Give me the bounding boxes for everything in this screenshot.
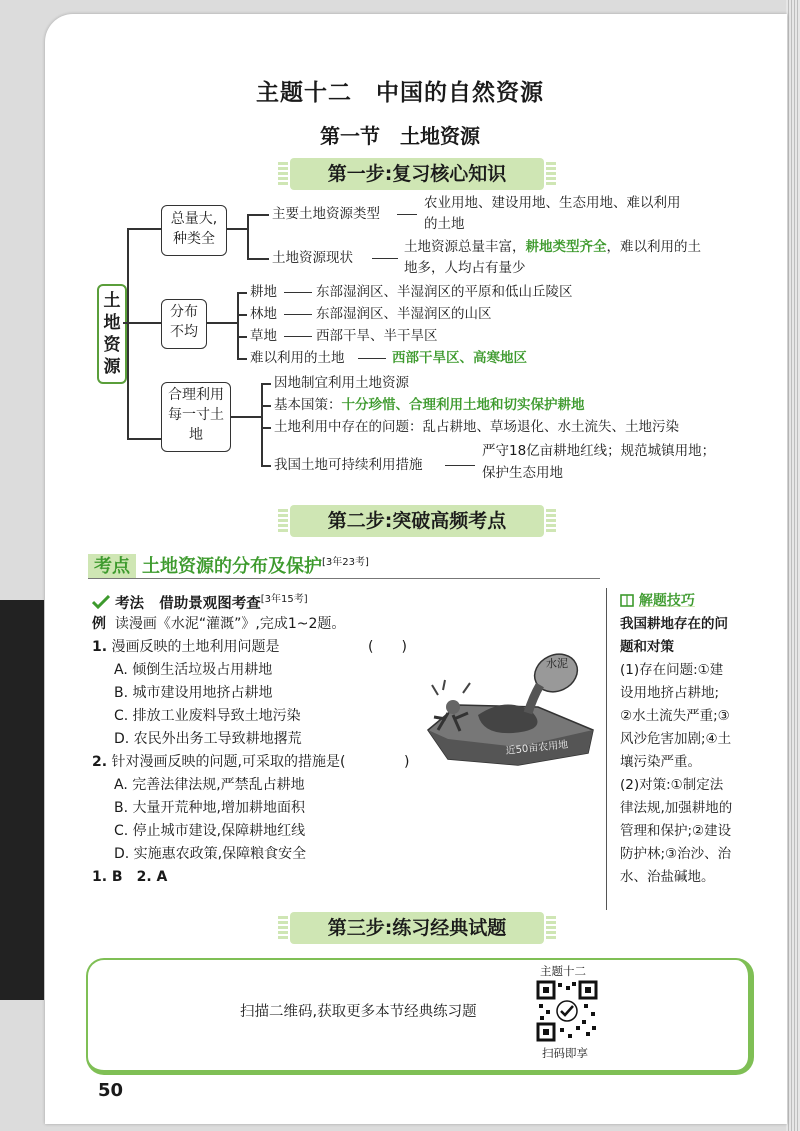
mindmap-root	[97, 284, 127, 384]
theme-title: 主题十二 中国的自然资源	[256, 80, 544, 106]
root-label: 土地资源	[103, 291, 121, 377]
kaodian-title: 土地资源的分布及保护	[142, 556, 322, 577]
q2-option-b: B. 大量开荒种地,增加耕地面积	[114, 800, 305, 816]
kaodian-badge: 考点	[88, 554, 136, 579]
qr-code[interactable]	[536, 980, 598, 1042]
q2-option-c: C. 停止城市建设,保障耕地红线	[114, 823, 306, 839]
answer-line: 1. B 2. A	[92, 869, 168, 885]
b3-item2-detail: 十分珍惜、合理利用土地和切实保护耕地	[341, 397, 585, 413]
b2-item4-label: 难以利用的土地	[250, 350, 345, 366]
conn-b3	[127, 438, 161, 440]
b2-item4-dash	[358, 358, 386, 359]
example-intro	[92, 613, 345, 636]
example-intro-text: 读漫画《水泥“灌溉”》,完成1~2题。	[114, 616, 346, 632]
tips-line-9: 律法规,加强耕地的	[620, 800, 733, 816]
cartoon-land-label: 近50亩农用地	[505, 739, 569, 757]
b2-c1	[237, 292, 247, 294]
tips-line-6: 风沙危害加剧;④土	[620, 731, 732, 747]
binding-shadow	[0, 600, 44, 1000]
kaofa-tag: [3年15考]	[260, 594, 308, 605]
tips-line-7: 壤污染严重。	[620, 754, 701, 770]
conn-b1	[127, 228, 161, 230]
q2-num: 2.	[92, 754, 108, 770]
b1-item1-detail1: 农业用地、建设用地、生态用地、难以利用	[424, 195, 681, 211]
page-edge-stripe	[786, 0, 800, 1131]
b3-c1	[261, 383, 271, 385]
step1-banner: 第一步:复习核心知识	[290, 158, 544, 190]
section-title: 第一节 土地资源	[320, 124, 480, 148]
tips-line-4: 设用地挤占耕地;	[620, 685, 720, 701]
check-icon	[92, 595, 110, 609]
b1-vline	[247, 214, 249, 259]
b2-c2	[237, 314, 247, 316]
q2-option-a: A. 完善法律法规,严禁乱占耕地	[114, 777, 305, 793]
tips-line-11: 防护林;③治沙、治	[620, 846, 732, 862]
b1-item2-d1c: ，难以利用的土	[606, 239, 701, 255]
tips-divider	[606, 588, 607, 910]
tips-panel	[612, 590, 792, 889]
b1-item2-d1b: 耕地类型齐全	[525, 239, 607, 255]
b2-item2-label: 林地	[250, 306, 277, 322]
b2-c3	[237, 336, 247, 338]
tips-title: 解题技巧	[638, 593, 695, 609]
cement-irrigation-cartoon	[418, 635, 608, 770]
q1-option-a: A. 倾倒生活垃圾占用耕地	[114, 662, 273, 678]
b2-item1-dash	[284, 292, 312, 293]
b2-item2-detail: 东部湿润区、半湿润区的山区	[316, 306, 492, 322]
q2-stem	[92, 751, 345, 774]
branch3-box	[161, 382, 231, 452]
q1-text: 漫画反映的土地利用问题是	[111, 639, 280, 655]
qr-text: 扫描二维码,获取更多本节经典练习题	[240, 1004, 477, 1020]
tips-line-3: (1)存在问题:①建	[620, 662, 724, 678]
qr-bottom-label: 扫码即享	[542, 1046, 588, 1060]
b1-item2-dash	[372, 258, 398, 259]
b3-c3	[261, 427, 271, 429]
b2-item2-dash	[284, 314, 312, 315]
b2-c4	[237, 358, 247, 360]
conn-b2	[127, 322, 161, 324]
b3-item2-label: 基本国策：	[274, 397, 342, 413]
b1-item1-dash	[397, 214, 417, 215]
kaofa-heading	[92, 590, 308, 613]
b3-vline	[261, 383, 263, 466]
tips-line-5: ②水土流失严重;③	[620, 708, 730, 724]
q1-option-c: C. 排放工业废料导致土地污染	[114, 708, 301, 724]
b3-item4-detail2: 保护生态用地	[482, 465, 563, 481]
conn-root	[123, 322, 129, 324]
tips-heading	[620, 590, 792, 613]
branch3-label: 合理利用每一寸土地	[168, 387, 224, 443]
b2-item3-detail: 西部干旱、半干旱区	[316, 328, 438, 344]
b2-stem	[207, 322, 237, 324]
kaodian-tag: [3年23考]	[322, 557, 369, 568]
page-number: 50	[98, 1080, 124, 1101]
branch1-label: 总量大,种类全	[170, 211, 218, 247]
b1-item2-d1a: 土地资源总量丰富，	[404, 239, 526, 255]
branch2-label: 分布不均	[170, 304, 198, 340]
step3-banner: 第三步:练习经典试题	[290, 912, 544, 944]
b3-item4-label: 我国土地可持续利用措施	[274, 457, 423, 473]
b1-c1	[247, 214, 269, 216]
tips-line-10: 管理和保护;②建设	[620, 823, 732, 839]
b2-vline	[237, 292, 239, 358]
cartoon-splash	[432, 680, 470, 695]
kaodian-heading	[88, 552, 369, 578]
q1-stem	[92, 636, 280, 659]
cartoon-farmer-head	[446, 700, 460, 714]
b1-stem	[227, 228, 247, 230]
qr-top-label: 主题十二	[540, 964, 586, 978]
b3-item4-dash	[445, 465, 475, 466]
kaofa-label: 考法	[115, 595, 145, 612]
b3-c4	[261, 465, 271, 467]
b3-item1: 因地制宜利用土地资源	[274, 375, 409, 391]
kaodian-underline	[88, 578, 600, 579]
branch1-box	[161, 205, 227, 256]
b2-item1-detail: 东部湿润区、半湿润区的平原和低山丘陵区	[316, 284, 573, 300]
cartoon-bucket-label: 水泥	[546, 657, 568, 670]
b3-stem	[231, 416, 261, 418]
tips-line-2: 题和对策	[620, 639, 674, 655]
b2-item1-label: 耕地	[250, 284, 277, 300]
b1-item2-detail1	[404, 237, 701, 258]
q2-paren: )	[404, 754, 410, 770]
b2-item3-dash	[284, 336, 312, 337]
q1-num: 1.	[92, 639, 108, 655]
b3-item3: 土地利用中存在的问题：乱占耕地、草场退化、水土流失、土地污染	[274, 419, 679, 435]
example-label: 例	[92, 616, 106, 632]
b3-c2	[261, 405, 271, 407]
q1-option-b: B. 城市建设用地挤占耕地	[114, 685, 273, 701]
b3-item4-detail1: 严守18亿亩耕地红线；规范城镇用地；	[482, 443, 716, 459]
b1-item1-label: 主要土地资源类型	[272, 206, 380, 222]
tips-line-12: 水、治盐碱地。	[620, 869, 715, 885]
b2-item3-label: 草地	[250, 328, 277, 344]
q2-text: 针对漫画反映的问题,可采取的措施是(	[111, 754, 346, 770]
tips-line-1: 我国耕地存在的问	[620, 616, 728, 632]
q2-option-d: D. 实施惠农政策,保障粮食安全	[114, 846, 307, 862]
b3-item2	[274, 395, 585, 416]
q1-option-d: D. 农民外出务工导致耕地撂荒	[114, 731, 302, 747]
b1-item2-label: 土地资源现状	[272, 250, 353, 266]
q1-paren: ( )	[368, 639, 407, 655]
b1-c2	[247, 258, 269, 260]
kaofa-title: 借助景观图考查	[159, 595, 261, 612]
b2-item4-detail: 西部干旱区、高寒地区	[392, 350, 527, 366]
root-vline	[127, 228, 129, 438]
tips-line-8: (2)对策:①制定法	[620, 777, 724, 793]
b1-item2-detail2: 地多，人均占有量少	[404, 260, 526, 276]
book-icon	[620, 594, 634, 607]
step2-banner: 第二步:突破高频考点	[290, 505, 544, 537]
branch2-box	[161, 299, 207, 349]
b1-item1-detail2: 的土地	[424, 216, 465, 232]
